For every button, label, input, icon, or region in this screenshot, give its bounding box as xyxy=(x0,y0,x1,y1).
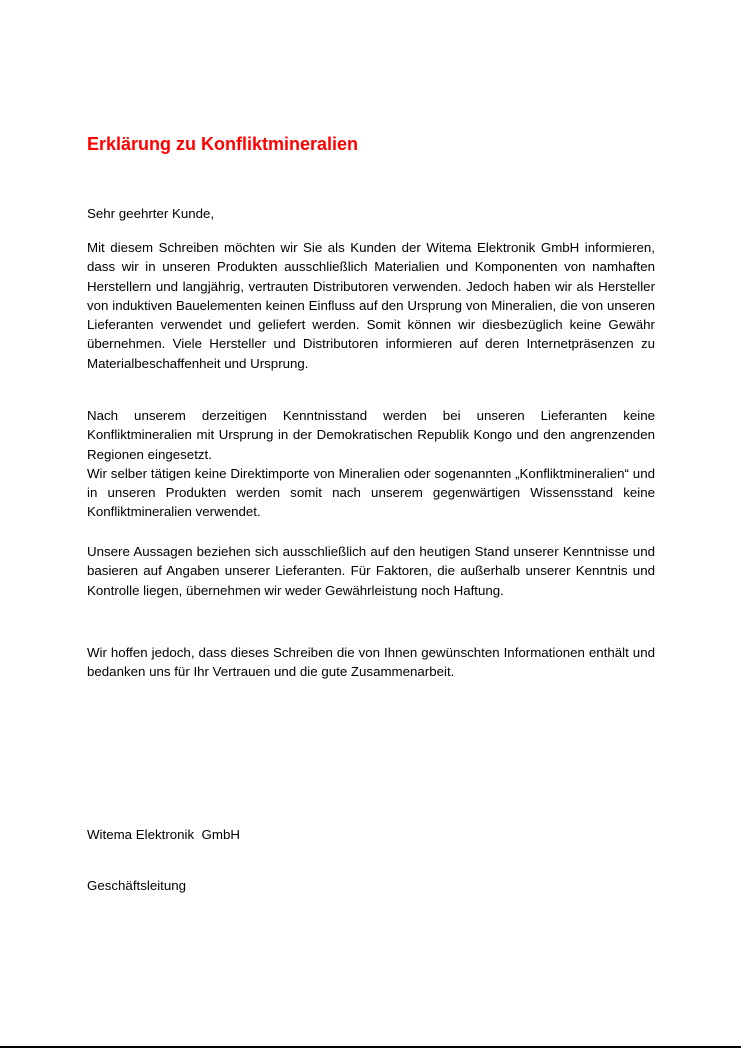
salutation: Sehr geehrter Kunde, xyxy=(87,206,215,221)
paragraph-materials-sourcing: Mit diesem Schreiben möchten wir Sie als Kunden der Witema Elektronik GmbH informieren, dass wir in unseren Produkten ausschließlich Materialien und Komponenten von namhaften Herstellern und langjährig, vertrauten Distributoren verwenden. Jedoch haben wir als Hersteller von induktiven Bauelementen keinen Einfluss auf den Ursprung von Mineralien, die von unseren Lieferanten verwendet und geliefert werden. Somit können wir diesbezüglich keine Gewähr übernehmen. Viele Hersteller und Distributoren informieren auf deren Internetpräsenzen zu Materialbeschaffenheit und Ursprung. xyxy=(87,240,655,371)
page-bottom-edge xyxy=(0,1046,741,1048)
paragraph-current-knowledge: Nach unserem derzeitigen Kenntnisstand werden bei unseren Lieferanten keine Konfliktmineralien mit Ursprung in der Demokratischen Republik Kongo und den angrenzenden Regionen eingesetzt. xyxy=(87,408,655,462)
paragraph-block-conflict-minerals xyxy=(87,406,655,522)
signature-company: Witema Elektronik GmbH xyxy=(87,827,240,842)
document-title: Erklärung zu Konfliktmineralien xyxy=(87,134,359,154)
paragraph-closing: Wir hoffen jedoch, dass dieses Schreiben die von Ihnen gewünschten Informationen enthält und bedanken uns für Ihr Vertrauen und die gute Zusammenarbeit. xyxy=(87,645,655,680)
paragraph-liability-disclaimer: Unsere Aussagen beziehen sich ausschließlich auf den heutigen Stand unserer Kenntnisse und basieren auf Angaben unserer Lieferanten. Für Faktoren, die außerhalb unserer Kenntnis und Kontrolle liegen, übernehmen wir weder Gewährleistung noch Haftung. xyxy=(87,544,655,598)
paragraph-no-direct-imports: Wir selber tätigen keine Direktimporte von Mineralien oder sogenannten „Konfliktmineralien“ und in unseren Produkten werden somit nach unserem gegenwärtigen Wissensstand keine Konfliktmineralien verwendet. xyxy=(87,465,655,520)
signature-department: Geschäftsleitung xyxy=(87,878,187,893)
